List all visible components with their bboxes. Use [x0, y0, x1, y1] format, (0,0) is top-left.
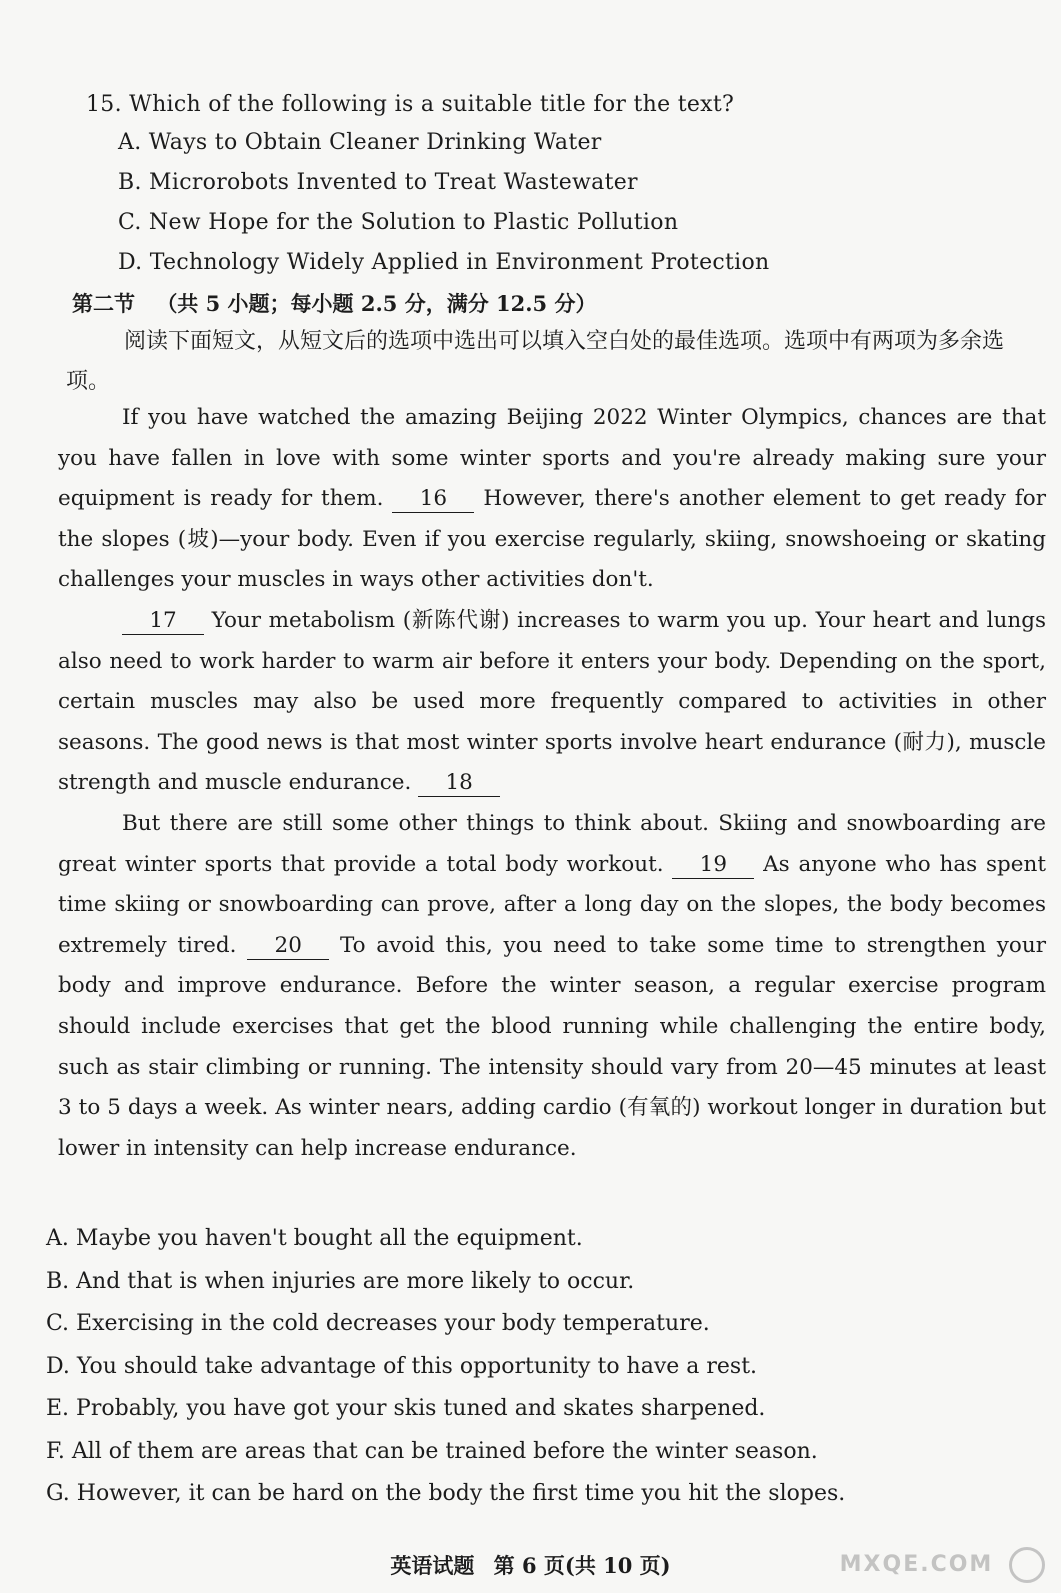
answer-choices — [46, 1218, 1046, 1516]
blank-17: 17 — [122, 608, 204, 635]
passage-text: If you have watched the amazing Beijing 2022 Winter Olympics, chances are that you have fallen in love with some winter sports and you're already making sure your equipment is ready for them. — [58, 405, 1046, 512]
blank-18: 18 — [418, 770, 500, 797]
question-15-option-a: A. Ways to Obtain Cleaner Drinking Water — [118, 130, 602, 155]
section-title: 第二节 — [72, 291, 135, 316]
choice-b: B. And that is when injuries are more likely to occur. — [46, 1268, 635, 1294]
choice-g: G. However, it can be hard on the body the first time you hit the slopes. — [46, 1481, 846, 1506]
reading-passage — [58, 398, 1046, 1169]
footer-subject: 英语试题 — [390, 1553, 475, 1578]
question-15-option-b: B. Microrobots Invented to Treat Wastewater — [118, 170, 638, 195]
choice-d: D. You should take advantage of this opportunity to have a rest. — [46, 1353, 758, 1379]
blank-20: 20 — [247, 933, 329, 960]
footer-page-number: 第 6 页(共 10 页) — [493, 1553, 671, 1578]
passage-text: Your metabolism (新陈代谢) increases to warm you up. Your heart and lungs also need to work harder to warm air before it enters your body. Depending on the sport, certain muscles may also be used more frequently compared to activities in other seasons. The good news is that most winter sports involve heart endurance (耐力), muscle strength and muscle endurance. — [58, 607, 1046, 796]
watermark-text: MXQE.COM — [839, 1552, 994, 1577]
watermark — [840, 1547, 1045, 1583]
choice-c: C. Exercising in the cold decreases your body temperature. — [46, 1311, 710, 1336]
passage-paragraph-2 — [58, 601, 1046, 804]
section-instructions: 阅读下面短文，从短文后的选项中选出可以填入空白处的最佳选项。选项中有两项为多余选项。 — [66, 329, 1005, 394]
section-scoring: （共 5 小题；每小题 2.5 分，满分 12.5 分） — [156, 291, 597, 316]
choice-e: E. Probably, you have got your skis tuned and skates sharpened. — [46, 1396, 766, 1421]
watermark-logo-icon — [1009, 1547, 1045, 1583]
choice-f: F. All of them are areas that can be trained before the winter season. — [46, 1438, 818, 1464]
passage-paragraph-3 — [58, 804, 1046, 1169]
blank-19: 19 — [672, 852, 754, 879]
passage-text: As anyone who has spent time skiing or snowboarding can prove, after a long day on the slopes, the body becomes extremely tired. — [58, 851, 1046, 958]
passage-text: To avoid this, you need to take some time to strengthen your body and improve endurance. Before the winter season, a regular exercise program should include exercises that get the blood running while challenging the entire body, such as stair climbing or running. The intensity should vary from 20—45 minutes at least 3 to 5 days a week. As winter nears, adding cardio (有氧的) workout longer in duration but lower in intensity can help increase endurance. — [58, 932, 1046, 1161]
section-heading — [72, 288, 596, 318]
question-15-stem: 15. Which of the following is a suitable title for the text? — [86, 92, 735, 117]
blank-16: 16 — [392, 486, 474, 513]
passage-text: But there are still some other things to think about. Skiing and snowboarding are great winter sports that provide a total body workout. — [58, 810, 1046, 877]
passage-paragraph-1 — [58, 398, 1046, 601]
choice-a: A. Maybe you haven't bought all the equipment. — [46, 1226, 583, 1251]
question-15-option-d: D. Technology Widely Applied in Environment Protection — [118, 250, 770, 275]
question-15-option-c: C. New Hope for the Solution to Plastic Pollution — [118, 210, 679, 235]
passage-text: However, there's another element to get ready for the slopes (坡)—your body. Even if you exercise regularly, skiing, snowshoeing or skating challenges your muscles in ways other activities don't. — [58, 486, 1046, 593]
